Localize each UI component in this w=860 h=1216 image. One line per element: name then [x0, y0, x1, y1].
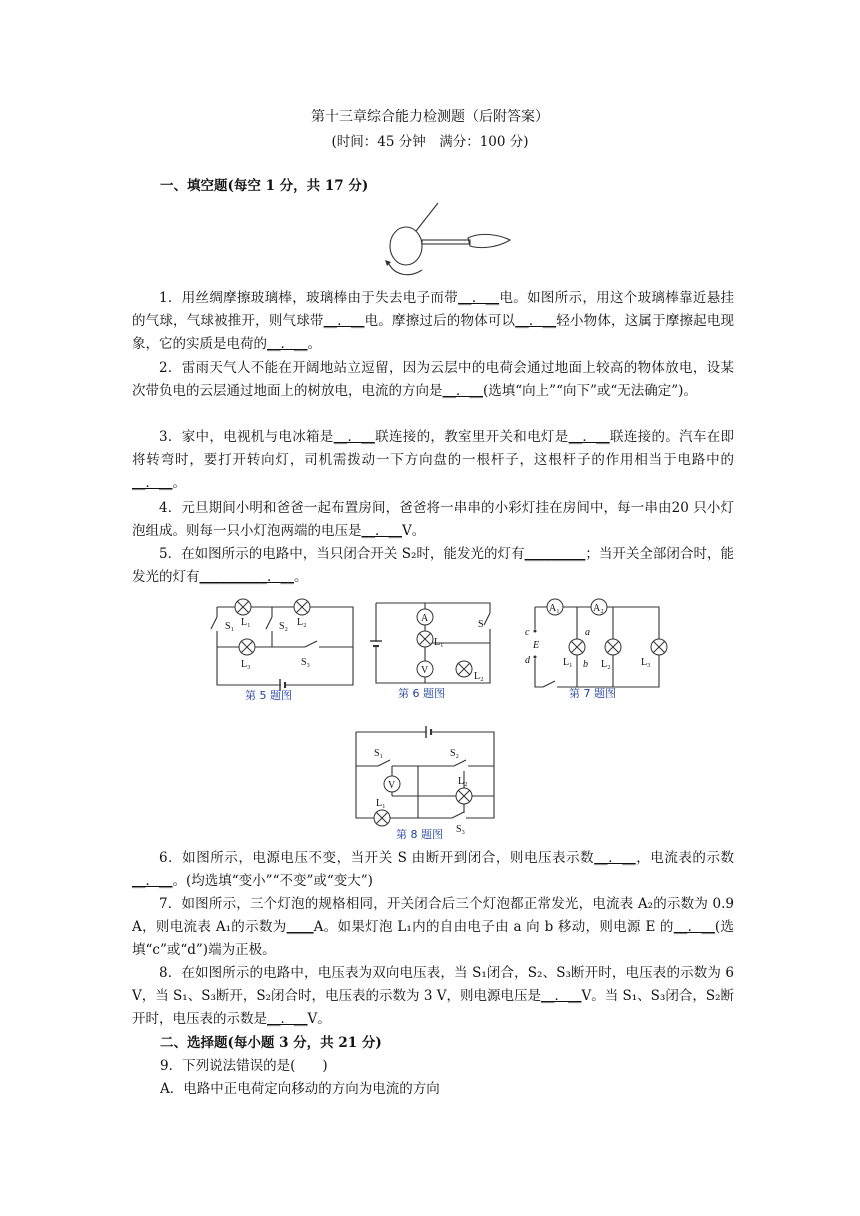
question-6: 6．如图所示，电源电压不变，当开关 S 由断开到闭合，则电压表示数__．__，电流表的示数__．__。(均选填“变小”“不变”或“变大”) [132, 850, 735, 889]
svg-text:L₁: L₁ [563, 657, 573, 668]
svg-text:E: E [533, 640, 540, 651]
balloon-rod-figure [380, 200, 520, 280]
q2-blank-1[interactable]: __．__ [442, 383, 483, 399]
page-title: 第十三章综合能力检测题（后附答案） [311, 109, 549, 125]
q8-blank-2[interactable]: __．__ [267, 1011, 308, 1027]
voltmeter-icon [384, 776, 400, 792]
svg-text:L₁: L₁ [376, 798, 386, 809]
lamp-icon [569, 639, 585, 655]
lamp-icon [374, 810, 390, 826]
svg-text:S₃: S₃ [456, 824, 466, 835]
q6-blank-2[interactable]: __．__ [132, 873, 173, 889]
balloon-shape [390, 227, 422, 265]
q3-blank-1[interactable]: __．__ [333, 429, 375, 445]
glass-rod [422, 240, 470, 244]
question-9-stem: 9．下列说法错误的是( ) [160, 1058, 328, 1074]
page-subtitle: (时间：45 分钟 满分：100 分) [331, 134, 529, 150]
figure-5-caption: 第 5 题图 [245, 689, 292, 702]
svg-text:A₁: A₁ [549, 603, 560, 614]
q1-blank-4[interactable]: __．__ [267, 336, 308, 352]
svg-text:L₃: L₃ [641, 657, 651, 668]
question-2: 2．雷雨天气人不能在开阔地站立逗留，因为云层中的电荷会通过地面上较高的物体放电，设某次带负电的云层通过地面上的树放电，电流的方向是__．__(选填“向上”“向下”或“无法确定”)。 [132, 360, 734, 399]
lamp-icon [417, 631, 433, 647]
ammeter-icon [417, 609, 433, 625]
svg-text:S₂: S₂ [450, 748, 460, 759]
figure-7-caption: 第 7 题图 [569, 687, 616, 700]
q1-blank-2[interactable]: __．__ [323, 313, 365, 329]
lamp-icon [651, 639, 667, 655]
q3-blank-2[interactable]: __．__ [568, 429, 610, 445]
svg-text:V: V [421, 665, 429, 676]
svg-text:L₂: L₂ [474, 671, 484, 682]
q4-blank-1[interactable]: __．__ [361, 523, 402, 539]
q8-blank-1[interactable]: __．__ [540, 988, 582, 1004]
q5-blank-1[interactable]: _________ [524, 546, 586, 562]
svg-text:L₂: L₂ [297, 617, 307, 628]
svg-text:L₂: L₂ [601, 659, 611, 670]
question-4: 4．元旦期间小明和爸爸一起布置房间，爸爸将一串串的小彩灯挂在房间中，每一串由20 只小灯泡组成。则每一只小灯泡两端的电压是__．__V。 [132, 500, 734, 539]
svg-text:A: A [421, 613, 429, 624]
figure-6-caption: 第 6 题图 [398, 687, 445, 700]
svg-text:d: d [525, 655, 530, 666]
svg-text:c: c [525, 627, 530, 638]
svg-text:S₁: S₁ [374, 748, 384, 759]
string-line [416, 203, 438, 231]
svg-text:V: V [388, 780, 396, 791]
svg-text:A₂: A₂ [593, 603, 604, 614]
lamp-icon [294, 599, 310, 615]
svg-text:L₁: L₁ [434, 637, 444, 648]
q1-blank-3[interactable]: __．__ [515, 313, 557, 329]
circuit-figure-6 [368, 595, 503, 705]
q3-blank-3[interactable]: __．__ [132, 475, 173, 491]
svg-text:S₂: S₂ [279, 621, 289, 632]
circuit-figure-7 [525, 595, 665, 705]
svg-text:b: b [583, 659, 588, 670]
lamp-icon [235, 599, 251, 615]
question-1: 1．用丝绸摩擦玻璃棒，玻璃棒由于失去电子而带__．__电。如图所示，用这个玻璃棒靠近悬挂的气球，气球被推开，则气球带__．__电。摩擦过后的物体可以__．__轻小物体，这属于摩擦起电现象，它的实质是电荷的__．__。 [132, 290, 735, 352]
svg-text:L₃: L₃ [241, 659, 251, 670]
lamp-icon [456, 788, 472, 804]
voltmeter-icon [417, 661, 433, 677]
q1-blank-1[interactable]: __．__ [458, 290, 500, 306]
q6-blank-1[interactable]: __．__ [594, 850, 636, 866]
circuit-figure-5 [205, 595, 365, 705]
rotation-arrow [388, 262, 422, 275]
circuit-figure-8 [352, 722, 502, 840]
question-7: 7．如图所示，三个灯泡的规格相同，开关闭合后三个灯泡都正常发光，电流表 A₂的示数为 0.9 A，则电流表 A₁的示数为____A。如果灯泡 L₁内的自由电子由 a 向 b 移动，则电源 E 的__．__(选填“c”或“d”)端为正极。 [132, 896, 734, 958]
svg-text:S₁: S₁ [225, 621, 235, 632]
ammeter-icon [591, 599, 607, 615]
svg-text:a: a [585, 627, 590, 638]
lamp-icon [456, 661, 472, 677]
svg-text:S₃: S₃ [301, 657, 311, 668]
hand-shape [468, 234, 510, 247]
question-9-option-a[interactable]: A．电路中正电荷定向移动的方向为电流的方向 [160, 1081, 440, 1097]
q7-blank-2[interactable]: __．__ [673, 919, 715, 935]
q7-blank-1[interactable]: ____ [286, 919, 314, 935]
lamp-icon [605, 639, 621, 655]
question-5: 5．在如图所示的电路中，当只闭合开关 S₂时，能发光的灯有_________；当开关全部闭合时，能发光的灯有__________．__。 [132, 546, 734, 585]
q5-blank-2[interactable]: __________．__ [199, 569, 294, 585]
lamp-icon [239, 639, 255, 655]
question-8: 8．在如图所示的电路中，电压表为双向电压表，当 S₁闭合，S₂、S₃断开时，电压表的示数为 6 V，当 S₁、S₃断开，S₂闭合时，电压表的示数为 3 V，则电源电压是__．__V。当 S₁、S₃闭合，S₂断开时，电压表的示数是__．__V。 [132, 965, 734, 1027]
question-3: 3．家中，电视机与电冰箱是__．__联连接的，教室里开关和电灯是__．__联连接的。汽车在即将转弯时，要打开转向灯，司机需拨动一下方向盘的一根杆子，这根杆子的作用相当于电路中的__．__。 [132, 429, 735, 491]
svg-text:L₁: L₁ [241, 617, 251, 628]
svg-text:L₂: L₂ [458, 776, 468, 787]
section-fill-in-heading: 一、填空题(每空 1 分，共 17 分) [160, 178, 369, 194]
figure-8-caption: 第 8 题图 [396, 828, 443, 841]
ammeter-icon [547, 599, 563, 615]
section-choice-heading: 二、选择题(每小题 3 分，共 21 分) [160, 1035, 382, 1051]
svg-text:S: S [478, 619, 484, 630]
